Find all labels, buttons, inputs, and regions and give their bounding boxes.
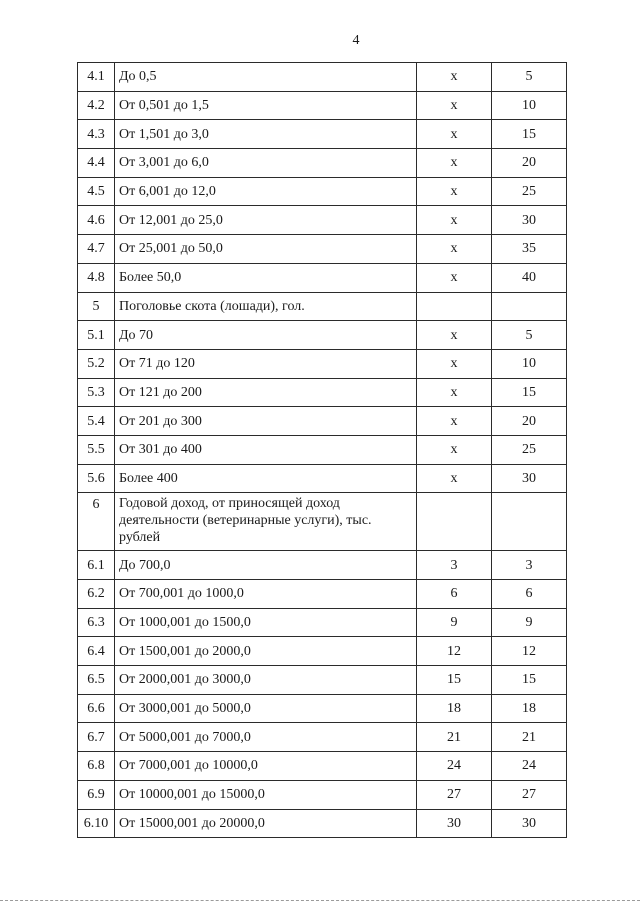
row-number-cell: 6.10 xyxy=(78,809,115,838)
row-value-a-cell: х xyxy=(417,378,492,407)
row-value-b-cell: 3 xyxy=(492,551,567,580)
table-row xyxy=(78,464,567,493)
row-value-a-cell: 9 xyxy=(417,608,492,637)
row-number-cell: 5.2 xyxy=(78,349,115,378)
row-name-cell: От 5000,001 до 7000,0 xyxy=(115,723,417,752)
table-row xyxy=(78,809,567,838)
row-value-a-cell: 6 xyxy=(417,580,492,609)
row-name-cell: От 6,001 до 12,0 xyxy=(115,177,417,206)
row-value-b-cell: 30 xyxy=(492,809,567,838)
row-number-cell: 6.3 xyxy=(78,608,115,637)
table-row xyxy=(78,149,567,178)
table-row xyxy=(78,120,567,149)
row-number-cell: 5.5 xyxy=(78,435,115,464)
row-value-a-cell: х xyxy=(417,177,492,206)
table-row xyxy=(78,321,567,350)
row-number-cell: 5 xyxy=(78,292,115,321)
row-number-cell: 5.6 xyxy=(78,464,115,493)
row-number-cell: 4.6 xyxy=(78,206,115,235)
row-value-a-cell xyxy=(417,493,492,551)
table-row xyxy=(78,723,567,752)
row-number-cell: 4.5 xyxy=(78,177,115,206)
table-row xyxy=(78,292,567,321)
row-name-cell: От 0,501 до 1,5 xyxy=(115,91,417,120)
row-value-b-cell: 20 xyxy=(492,407,567,436)
row-value-b-cell: 25 xyxy=(492,177,567,206)
row-name-cell: Более 50,0 xyxy=(115,263,417,292)
row-number-cell: 6.9 xyxy=(78,780,115,809)
row-number-cell: 6.8 xyxy=(78,752,115,781)
table-row xyxy=(78,493,567,551)
row-name-cell: От 1000,001 до 1500,0 xyxy=(115,608,417,637)
table-row xyxy=(78,349,567,378)
row-value-b-cell: 5 xyxy=(492,63,567,92)
row-value-b-cell: 40 xyxy=(492,263,567,292)
row-name-cell: От 7000,001 до 10000,0 xyxy=(115,752,417,781)
row-value-b-cell: 24 xyxy=(492,752,567,781)
row-value-a-cell: 24 xyxy=(417,752,492,781)
row-value-a-cell: х xyxy=(417,149,492,178)
row-value-a-cell: 12 xyxy=(417,637,492,666)
row-name-cell: От 1,501 до 3,0 xyxy=(115,120,417,149)
row-number-cell: 6 xyxy=(78,493,115,551)
row-value-a-cell: 3 xyxy=(417,551,492,580)
row-value-a-cell: х xyxy=(417,407,492,436)
tariff-table xyxy=(77,62,567,838)
row-name-cell: До 0,5 xyxy=(115,63,417,92)
row-number-cell: 6.4 xyxy=(78,637,115,666)
table-row xyxy=(78,551,567,580)
row-number-cell: 4.3 xyxy=(78,120,115,149)
row-value-b-cell: 6 xyxy=(492,580,567,609)
table-row xyxy=(78,435,567,464)
row-value-b-cell: 20 xyxy=(492,149,567,178)
row-value-b-cell: 15 xyxy=(492,120,567,149)
row-number-cell: 4.4 xyxy=(78,149,115,178)
row-number-cell: 4.8 xyxy=(78,263,115,292)
row-name-cell: До 70 xyxy=(115,321,417,350)
row-value-a-cell: х xyxy=(417,63,492,92)
row-value-a-cell: 27 xyxy=(417,780,492,809)
row-number-cell: 5.1 xyxy=(78,321,115,350)
row-value-b-cell: 10 xyxy=(492,349,567,378)
table-body xyxy=(78,63,567,838)
row-value-b-cell: 25 xyxy=(492,435,567,464)
row-name-cell: Годовой доход, от приносящей доход деятельности (ветеринарные услуги), тыс. рублей xyxy=(115,493,417,551)
row-name-cell: Поголовье скота (лошади), гол. xyxy=(115,292,417,321)
table-row xyxy=(78,378,567,407)
table-row xyxy=(78,580,567,609)
table-row xyxy=(78,694,567,723)
row-number-cell: 6.7 xyxy=(78,723,115,752)
row-value-b-cell: 15 xyxy=(492,666,567,695)
table-row xyxy=(78,177,567,206)
row-value-b-cell: 30 xyxy=(492,464,567,493)
row-number-cell: 5.3 xyxy=(78,378,115,407)
row-value-b-cell xyxy=(492,292,567,321)
table-row xyxy=(78,235,567,264)
row-value-a-cell: х xyxy=(417,91,492,120)
row-name-cell: От 71 до 120 xyxy=(115,349,417,378)
row-name-cell: От 700,001 до 1000,0 xyxy=(115,580,417,609)
row-value-a-cell: х xyxy=(417,206,492,235)
scan-edge-divider xyxy=(0,900,640,901)
row-name-cell: От 121 до 200 xyxy=(115,378,417,407)
row-value-b-cell: 15 xyxy=(492,378,567,407)
row-value-a-cell: х xyxy=(417,349,492,378)
table-row xyxy=(78,91,567,120)
row-name-cell: От 3000,001 до 5000,0 xyxy=(115,694,417,723)
row-value-b-cell: 5 xyxy=(492,321,567,350)
row-value-a-cell: х xyxy=(417,321,492,350)
table-row xyxy=(78,63,567,92)
row-name-cell: От 10000,001 до 15000,0 xyxy=(115,780,417,809)
row-value-a-cell: х xyxy=(417,263,492,292)
row-value-b-cell xyxy=(492,493,567,551)
table-row xyxy=(78,666,567,695)
row-value-a-cell: х xyxy=(417,120,492,149)
row-number-cell: 4.1 xyxy=(78,63,115,92)
row-number-cell: 6.2 xyxy=(78,580,115,609)
row-value-b-cell: 27 xyxy=(492,780,567,809)
table-row xyxy=(78,263,567,292)
row-name-cell: От 15000,001 до 20000,0 xyxy=(115,809,417,838)
row-number-cell: 6.1 xyxy=(78,551,115,580)
table-row xyxy=(78,407,567,436)
row-value-a-cell xyxy=(417,292,492,321)
table-row xyxy=(78,780,567,809)
row-value-a-cell: х xyxy=(417,235,492,264)
row-number-cell: 6.5 xyxy=(78,666,115,695)
table-row xyxy=(78,608,567,637)
row-number-cell: 6.6 xyxy=(78,694,115,723)
row-value-b-cell: 9 xyxy=(492,608,567,637)
row-value-b-cell: 18 xyxy=(492,694,567,723)
row-value-a-cell: 15 xyxy=(417,666,492,695)
row-value-a-cell: х xyxy=(417,464,492,493)
row-value-a-cell: х xyxy=(417,435,492,464)
row-value-a-cell: 21 xyxy=(417,723,492,752)
page-number: 4 xyxy=(352,33,360,48)
row-number-cell: 4.2 xyxy=(78,91,115,120)
row-name-cell: От 1500,001 до 2000,0 xyxy=(115,637,417,666)
row-name-cell: От 2000,001 до 3000,0 xyxy=(115,666,417,695)
row-value-a-cell: 18 xyxy=(417,694,492,723)
row-value-b-cell: 21 xyxy=(492,723,567,752)
table-row xyxy=(78,752,567,781)
table-row xyxy=(78,206,567,235)
row-value-b-cell: 30 xyxy=(492,206,567,235)
row-name-cell: От 3,001 до 6,0 xyxy=(115,149,417,178)
row-name-cell: От 201 до 300 xyxy=(115,407,417,436)
row-value-b-cell: 10 xyxy=(492,91,567,120)
row-number-cell: 4.7 xyxy=(78,235,115,264)
row-name-cell: От 12,001 до 25,0 xyxy=(115,206,417,235)
row-number-cell: 5.4 xyxy=(78,407,115,436)
row-name-cell: Более 400 xyxy=(115,464,417,493)
row-value-a-cell: 30 xyxy=(417,809,492,838)
table-row xyxy=(78,637,567,666)
row-name-cell: От 25,001 до 50,0 xyxy=(115,235,417,264)
row-value-b-cell: 12 xyxy=(492,637,567,666)
row-name-cell: До 700,0 xyxy=(115,551,417,580)
row-name-cell: От 301 до 400 xyxy=(115,435,417,464)
row-value-b-cell: 35 xyxy=(492,235,567,264)
